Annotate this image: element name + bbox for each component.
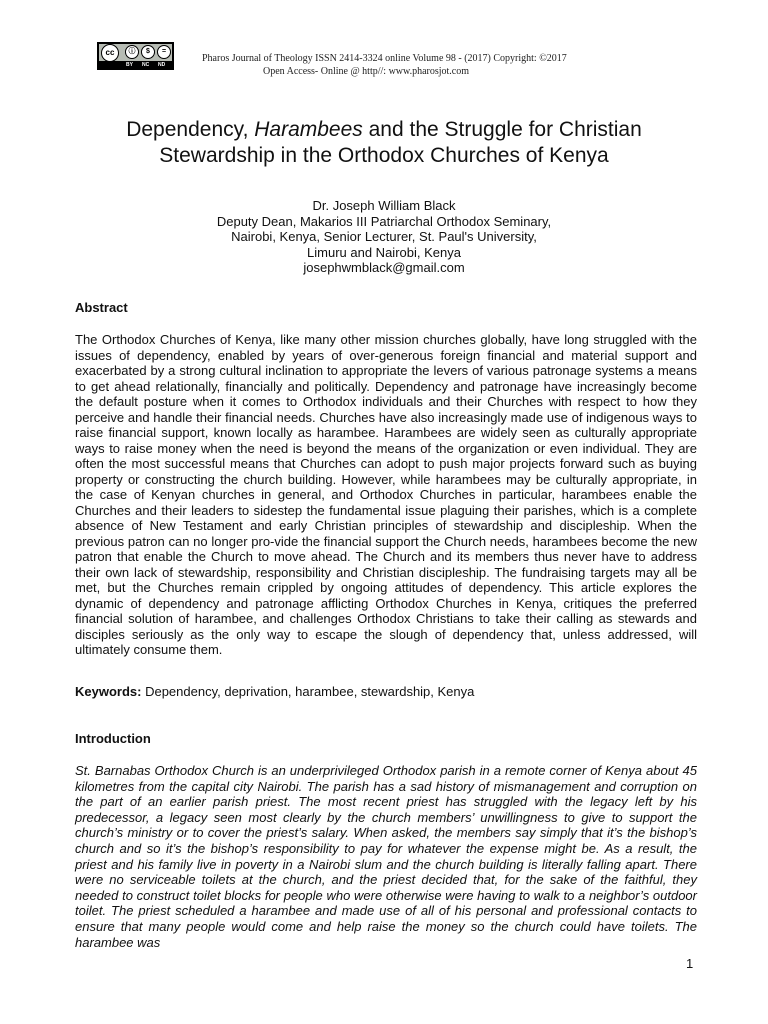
keywords-label: Keywords:: [75, 684, 142, 699]
abstract-text: The Orthodox Churches of Kenya, like many other mission churches globally, have long struggled with the issues of dependency, enabled by years of over-generous foreign financial and material support and exacerbated by a strong cultural inclination to appropriate the levers of various patronage systems a means to get ahead relationally, financially and politically. Dependency and patronage have increasingly become the default posture when it comes to Orthodox individuals and their Churches with respect to how they perceive and handle their financial needs. Churches have also increasingly made use of indigenous ways to raise financial support, known locally as harambee. Harambees are widely seen as culturally appropriate ways to raise money when the need is beyond the means of the organization or even individual. They are often the most successful means that Churches can adopt to push major projects forward such as buying property or constructing the church building. However, while harambees may be culturally appropriate, in the case of Kenyan churches in general, and Orthodox Churches in particular, harambees enable the Churches and their leaders to sidestep the fundamental issue plaguing their parishes, which is a complete absence of New Testament and early Christian principles of stewardship and discipleship. When the previous patron can no longer pro-vide the financial support the Church needs, harambees become the new patron that enable the Church to move ahead. The Church and its members thus never have to address their own lack of stewardship, responsibility and Christian discipleship. The fundraising targets may all be met, but the Churches remain crippled by ongoing attitudes of dependency. This article explores the dynamic of dependency and patronage afflicting Orthodox Churches in Kenya, critiques the preferred financial solution of harambee, and challenges Orthodox Christians to take their calling as stewards and disciples seriously as the only way to escape the slough of dependency that, unless addressed, will ultimately consume them.: [75, 332, 697, 657]
title-italic-word: Harambees: [254, 118, 363, 141]
introduction-heading: Introduction: [75, 731, 151, 746]
author-affiliation-line2: Nairobi, Kenya, Senior Lecturer, St. Paul's University,: [231, 229, 537, 245]
noncommercial-icon: $: [141, 45, 155, 59]
author-email[interactable]: josephwmblack@gmail.com: [303, 260, 465, 276]
journal-header: [97, 40, 697, 80]
title-line2: Stewardship in the Orthodox Churches of Kenya: [159, 144, 609, 167]
license-label-nc: NC: [142, 62, 150, 68]
title-part2: and the Struggle for Christian: [362, 118, 642, 141]
noderivatives-icon: =: [157, 45, 171, 59]
abstract-heading: Abstract: [75, 300, 128, 315]
paper-title: [60, 117, 708, 169]
open-access-line[interactable]: Open Access- Online @ http//: www.pharosjot.com: [263, 66, 470, 77]
license-label-by: BY: [126, 62, 133, 68]
journal-citation: Pharos Journal of Theology ISSN 2414-3324 online Volume 98 - (2017) Copyright: ©2017: [202, 53, 567, 64]
cc-icon: cc: [101, 44, 119, 62]
title-part1: Dependency,: [126, 118, 255, 141]
author-name: Dr. Joseph William Black: [312, 198, 456, 213]
creative-commons-license-badge[interactable]: [97, 42, 174, 70]
page-number: 1: [686, 956, 694, 971]
keywords-line: [75, 684, 697, 700]
author-block: [120, 198, 648, 276]
introduction-text: St. Barnabas Orthodox Church is an underprivileged Orthodox parish in a remote corner of Kenya about 45 kilometres from the capital city Nairobi. The parish has a sad history of mismanagement and corruption on the part of an earlier parish priest. The most recent priest has struggled with the legacy left by his predecessor, a legacy seen most clearly by the church members’ unwillingness to give to support the church’s ministry or to cover the priest’s salary. When asked, the members say simply that it’s the bishop’s church and so it’s the bishop’s responsibility to pay for whatever the expense might be. As a result, the priest and his family live in poverty in a Nairobi slum and the church building is literally falling apart. There were no serviceable toilets at the church, and the priest decided that, for the sake of the faithful, they needed to construct toilet blocks for people who were otherwise were having to walk to a neighbor’s outdoor toilet. The priest scheduled a harambee and made use of all of his personal and professional contacts to ensure that many people would come and help raise the money so the church could have toilets. The harambee was: [75, 763, 697, 950]
keywords-text: Dependency, deprivation, harambee, stewardship, Kenya: [141, 684, 475, 699]
license-label-nd: ND: [158, 62, 166, 68]
author-affiliation-line3: Limuru and Nairobi, Kenya: [307, 244, 461, 260]
attribution-icon: ⓘ: [125, 45, 139, 59]
author-affiliation-line1: Deputy Dean, Makarios III Patriarchal Orthodox Seminary,: [216, 213, 552, 229]
